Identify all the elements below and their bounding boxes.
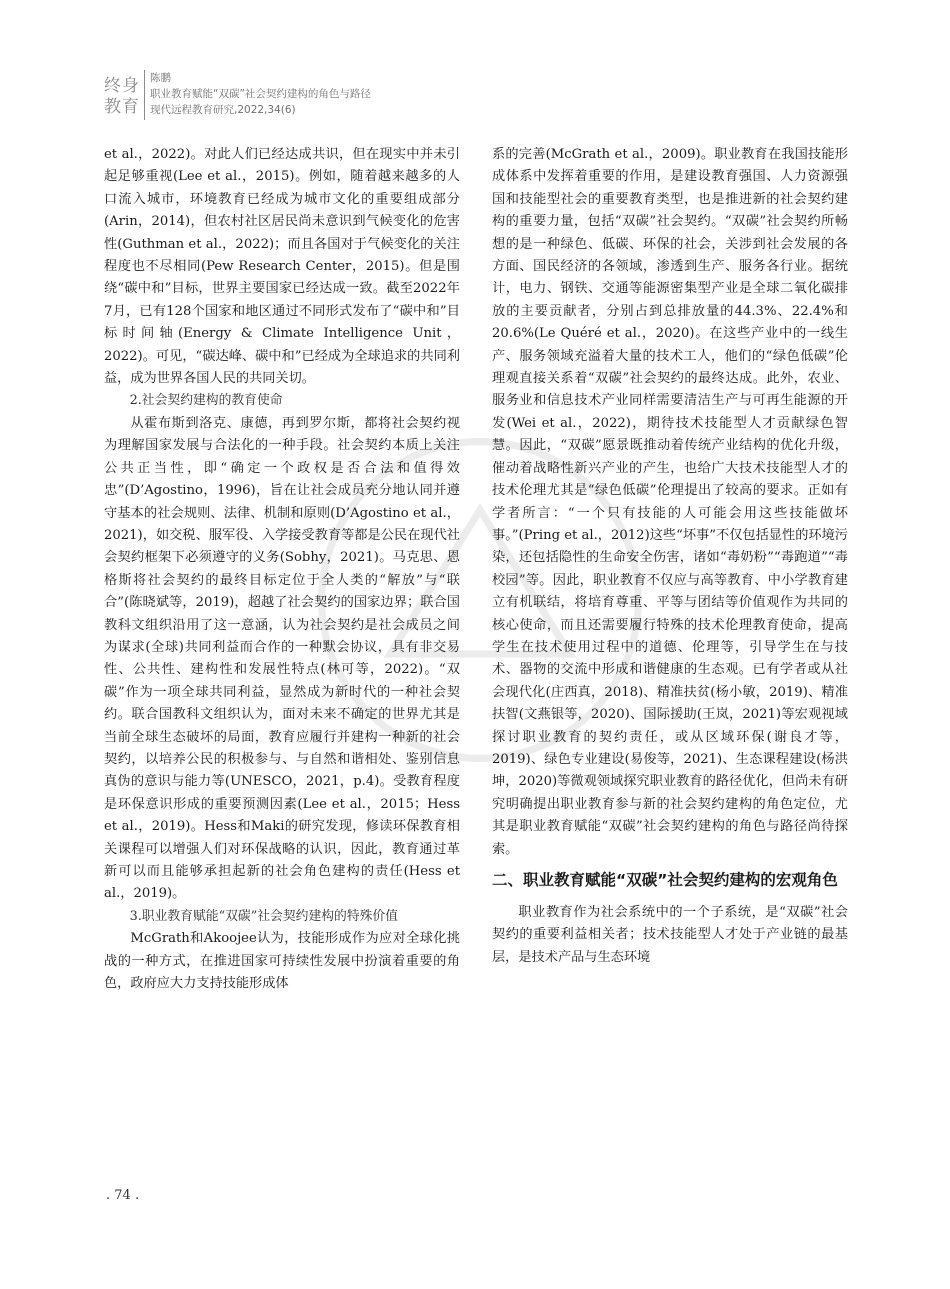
paragraph: McGrath和Akoojee认为，技能形成作为应对全球化挑战的一种方式，在推进国家可持续性发展中扮演着重要的角色，政府应大力支持技能形成体 bbox=[104, 931, 460, 992]
logo-line-1: 终身 bbox=[104, 76, 140, 96]
logo-line-2: 教育 bbox=[104, 97, 140, 117]
paragraph: et al.，2022)。对此人们已经达成共识，但在现实中并未引起足够重视(Lee et al.，2015)。例如，随着越来越多的人口流入城市，环境教育已经成为城市文化的重要组成部分(Arin，2014)，但农村社区居民尚未意识到气候变化的危害性(Guthman et al.，2022)；而且各国对于气候变化的关注程度也不尽相同(Pew Research Center，2015)。但是围绕“碳中和”目标，世界主要国家已经达成一致。截至2022年7月，已有128个国家和地区通过不同形式发布了“碳中和”目标时间轴(Energy & Climate Intelligence Unit，2022)。可见，“碳达峰、碳中和”已经成为全球追求的共同利益，成为世界各国人民的共同关切。 bbox=[104, 147, 460, 387]
header-citation: 现代远程教育研究,2022,34(6) bbox=[150, 104, 296, 116]
header-meta bbox=[150, 70, 371, 118]
left-column bbox=[104, 144, 460, 995]
header-article-title: 职业教育赋能“双碳”社会契约建构的角色与路径 bbox=[150, 88, 371, 100]
subsection-heading: 3.职业教育赋能“双碳”社会契约建构的特殊价值 bbox=[129, 908, 399, 924]
header-divider bbox=[144, 70, 145, 120]
section-heading: 二、职业教育赋能“双碳”社会契约建构的宏观角色 bbox=[492, 871, 838, 889]
page-number: . 74 . bbox=[106, 1188, 140, 1203]
journal-logo bbox=[104, 76, 142, 118]
paragraph: 系的完善(McGrath et al.，2009)。职业教育在我国技能形成体系中发挥着重要的作用，是建设教育强国、人力资源强国和技能型社会的重要教育类型，也是推进新的社会契约建构的重要力量，包括“双碳”社会契约。“双碳”社会契约所畅想的是一种绿色、低碳、环保的社会，关涉到社会发展的各方面、国民经济的各领域，渗透到生产、服务各行业。据统计，电力、钢铁、交通等能源密集型产业是全球二氧化碳排放的主要贡献者，分别占到总排放量的44.3%、22.4%和20.6%(Le Quéré et al.，2020)。在这些产业中的一线生产、服务领域充溢着大量的技术工人，他们的“绿色低碳”伦理观直接关系着“双碳”社会契约的最终达成。此外，农业、服务业和信息技术产业同样需要清洁生产与可再生能源的开发(Wei et al.，2022)，期待技术技能型人才贡献绿色智慧。因此，“双碳”愿景既推动着传统产业结构的优化升级，催动着战略性新兴产业的产生，也给广大技术技能型人才的技术伦理尤其是“绿色低碳”伦理提出了较高的要求。正如有学者所言：“一个只有技能的人可能会用这些技能做坏事。”(Pring et al.，2012)这些“坏事”不仅包括显性的环境污染，还包括隐性的生命安全伤害，诸如“毒奶粉”“毒跑道”“毒校园”等。因此，职业教育不仅应与高等教育、中小学教育建立有机联结，将培育尊重、平等与团结等价值观作为共同的核心使命，而且还需要履行特殊的技术伦理教育使命，提高学生在技术使用过程中的道德、伦理等，引导学生在与技术、器物的交流中形成和谐健康的生态观。已有学者或从社会现代化(庄西真，2018)、精准扶贫(杨小敏，2019)、精准扶智(文燕银等，2020)、国际援助(王岚，2021)等宏观视域探讨职业教育的契约责任，或从区域环保(谢良才等，2019)、绿色专业建设(易俊等，2021)、生态课程建设(杨洪坤，2020)等微观领域探究职业教育的路径优化，但尚未有研究明确提出职业教育参与新的社会契约建构的角色定位，尤其是职业教育赋能“双碳”社会契约建构的角色与路径尚待探索。 bbox=[492, 147, 848, 857]
right-column bbox=[492, 144, 848, 969]
header-author: 陈鹏 bbox=[150, 72, 171, 84]
paragraph: 从霍布斯到洛克、康德，再到罗尔斯，都将社会契约视为理解国家发展与合法化的一种手段。社会契约本质上关注公共正当性，即“确定一个政权是否合法和值得效忠”(D’Agostino，1996)，旨在让社会成员充分地认同并遵守基本的社会规则、法律、机制和原则(D’Agostino et al.，2021)，如交税、服军役、入学接受教育等都是公民在现代社会契约框架下必须遵守的义务(Sobhy，2021)。马克思、恩格斯将社会契约的最终目标定位于全人类的“解放”与“联合”(陈晓斌等，2019)，超越了社会契约的国家边界；联合国教科文组织沿用了这一意涵，认为社会契约是社会成员之间为谋求(全球)共同利益而合作的一种默会协议，具有非交易性、公共性、建构性和发展性特点(林可等，2022)。“双碳”作为一项全球共同利益，显然成为新时代的一种社会契约。联合国教科文组织认为，面对未来不确定的世界尤其是当前全球生态破坏的局面，教育应履行并建构一种新的社会契约，以培养公民的积极参与、与自然和谐相处、鉴别信息真伪的意识与能力等(UNESCO，2021，p.4)。受教育程度是环保意识形成的重要预测因素(Lee et al.，2015；Hess et al.，2019)。Hess和Maki的研究发现，修读环保教育相关课程可以增强人们对环保战略的认识，因此，教育通过革新可以而且能够承担起新的社会角色建构的责任(Hess et al.，2019)。 bbox=[104, 415, 460, 902]
subsection-heading: 2.社会契约建构的教育使命 bbox=[129, 393, 283, 409]
paragraph: 职业教育作为社会系统中的一个子系统，是“双碳”社会契约的重要利益相关者；技术技能型人才处于产业链的最基层，是技术产品与生态环境 bbox=[492, 905, 848, 965]
